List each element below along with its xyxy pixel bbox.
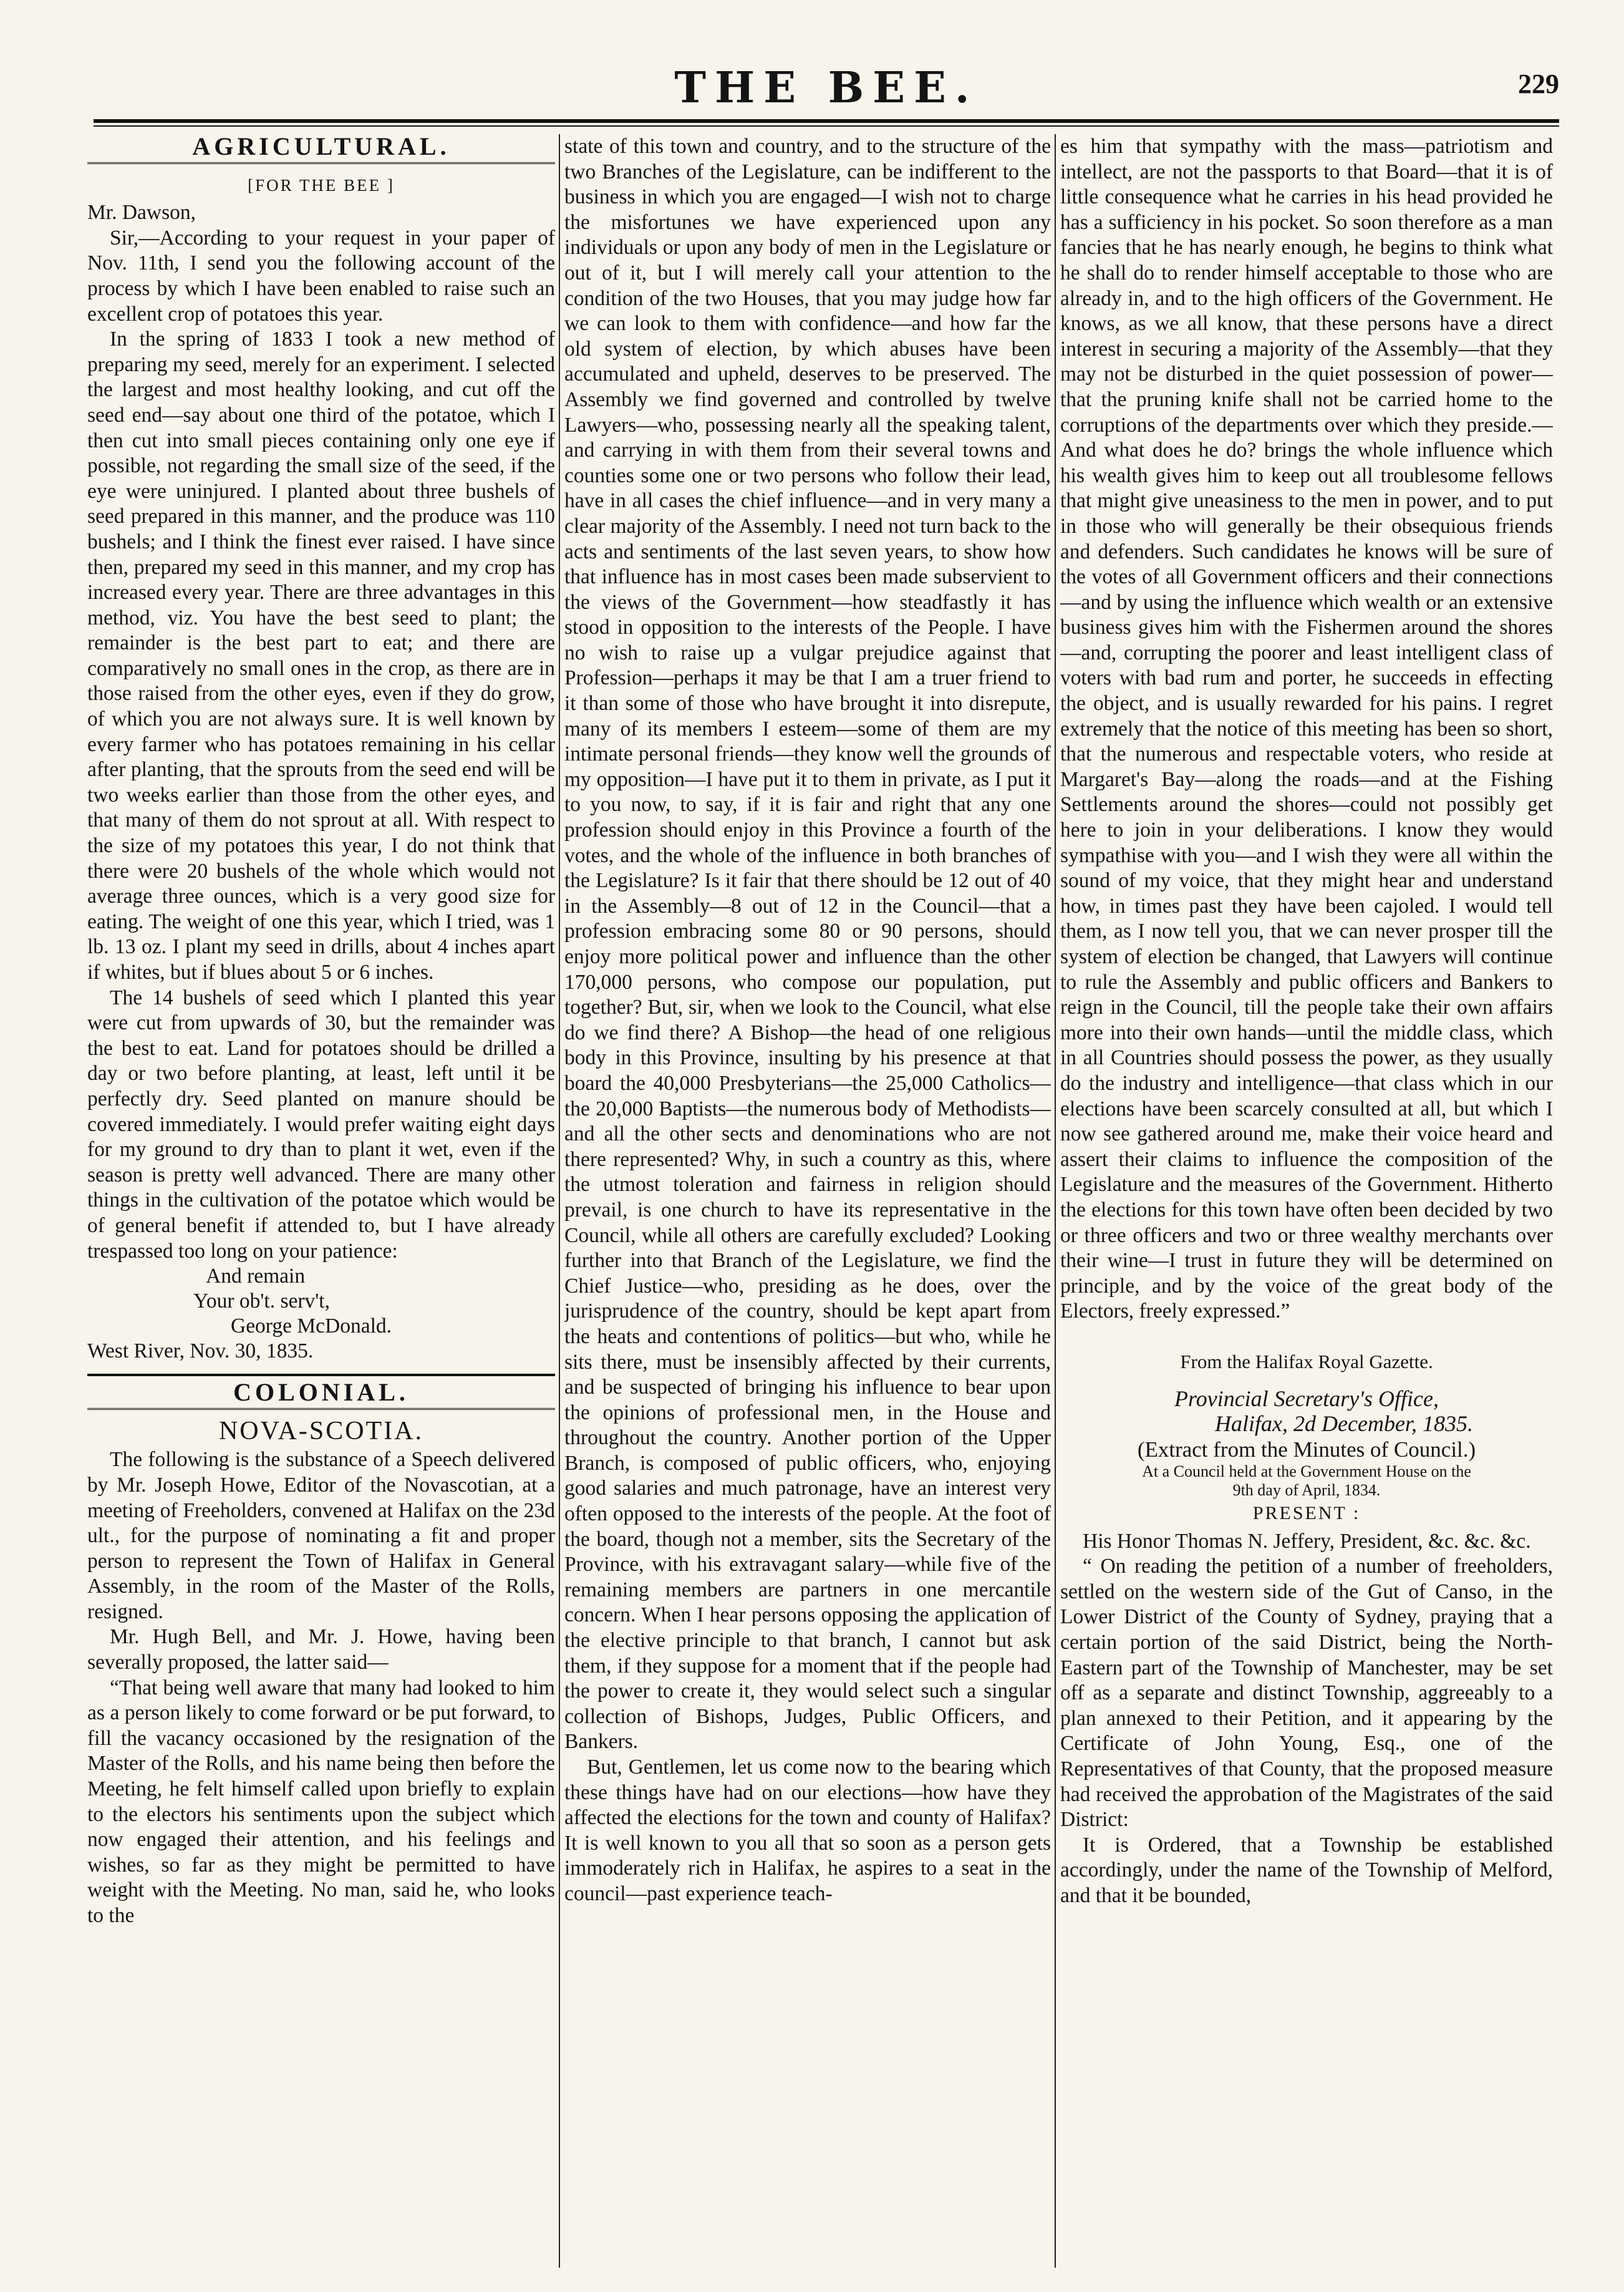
for-the-bee-note: [FOR THE BEE ] — [248, 175, 395, 195]
article-paragraph: The following is the substance of a Speech delivered by Mr. Joseph Howe, Editor of the Novascotian, at a meeting of Freeholders, convened at Halifax on the 23d ult., for the purpose of nominating a fit and proper person to represent the Town of Halifax in General Assembly, in the room of the Master of the Rolls, resigned. — [87, 1448, 555, 1623]
column-1 — [87, 134, 555, 2268]
article-paragraph: But, Gentlemen, let us come now to the bearing which these things have had on our elections—how have they affected the elections for the town and county of Halifax? It is well known to you all that so soon as a person gets immoderately rich in Halifax, he aspires to a seat in the council—past experience teach- — [564, 1755, 1051, 1905]
article-paragraph: es him that sympathy with the mass—patriotism and intellect, are not the passports to that Board—that it is of little consequence what he carries in his head provided he has a sufficiency in his pocket. So soon therefore as a man fancies that he has nearly enough, he begins to think what he shall do to render himself acceptable to those who are already in, and to the high officers of the Government. He knows, as we all know, that these persons have a direct interest in securing a majority of the Assembly—that they may not be disturbed in the quiet possession of power—that the pruning knife shall not be carried home to the corruptions of the departments over which they preside.—And what does he do? brings the whole influence which his wealth gives him to keep out all troublesome fellows that might give uneasiness to the men in power, and to put in those who will generally be their obsequious friends and defenders. Such candidates he knows will be sure of the votes of all Government officers and their connections—and by using the influence which wealth or an extensive business gives him with the Fishermen around the shores—and, corrupting the poorer and least intelligent class of voters with bad rum and porter, he succeeds in effecting the object, and is usually rewarded for his pains. I regret extremely that the notice of this meeting has been so short, that the numerous and respectable voters, who reside at Margaret's Bay—along the roads—and at the Fishing Settlements around the shores—could not possibly get here to join in your deliberations. I know they would sympathise with you—and I wish they were all within the sound of my voice, that they might hear and understand how, in times past they have been cajoled. I would tell them, as I now tell you, that we can never prosper till the system of election be changed, that Lawyers will continue to rule the Assembly and public officers and Bankers to reign in the Council, till the people take their own affairs more into their own hands—until the middle class, which in all Countries should possess the power, as they usually do the industry and intelligence—that class which in our elections have been scarcely consulted at all, but which I now see gathered around me, make their voice heard and assert their claims to influence the composition of the Legislature and the measures of the Government. Hitherto the elections for this town have often been decided by two or three officers and two or three wealthy merchants over their wine—I trust in future they will be determined on principle, and by the voice of the great body of the Electors, freely expressed.” — [1060, 135, 1553, 1323]
column-2 — [564, 134, 1051, 2268]
section-heading-agricultural: AGRICULTURAL. — [87, 134, 555, 164]
letter-paragraph: The 14 bushels of seed which I planted this year were cut from upwards of 30, but the remainder was the best to eat. Land for potatoes should be drilled a day or two before planting, at least, left until it be perfectly dry. Seed planted on manure should be covered immediately. I would prefer waiting eight days for my ground to dry than to plant it wet, even if the season is pretty well advanced. There are many other things in the cultivation of the potatoe which would be of general benefit if attended to, but I have already trespassed too long on your patience: — [87, 986, 555, 1263]
dateline: West River, Nov. 30, 1835. — [87, 1339, 314, 1363]
letter-signoff — [87, 1264, 555, 1364]
masthead-rule — [94, 119, 1559, 123]
article-paragraph: state of this town and country, and to the structure of the two Branches of the Legislature, can be indifferent to the business in which you are engaged—I wish not to charge the misfortunes we have experienced upon any individuals or upon any body of men in the Legislature or out of it, but I will merely call your attention to the condition of the two Houses, that you may judge how far we can look to them with confidence—and how far the old system of election, by which abuses have been accumulated and upheld, deserves to be preserved. The Assembly we find governed and controlled by twelve Lawyers—who, possessing nearly all the speaking talent, and carrying in with them from their several towns and counties some one or two persons who follow their lead, have in all cases the chief influence—and in very many a clear majority of the Assembly. I need not turn back to the acts and sentiments of the last seven years, to show how that influence has in most cases been made subservient to the views of the Government—how steadfastly it has stood in opposition to the interests of the People. I have no wish to raise up a vulgar prejudice against that Profession—perhaps it may be that I am a truer friend to it than some of those who have brought it into disrepute, many of its members I esteem—some of them are my intimate personal friends—they know well the grounds of my opposition—I have put it to them in private, as I put it to you now, to say, if it is fair and right that any one profession should enjoy in this Province a fourth of the votes, and the whole of the influence in both branches of the Legislature? Is it fair that there should be 12 out of 40 in the Assembly—8 out of 12 in the Council—that a profession embracing some 80 or 90 persons, should enjoy more political power and influence than the other 170,000 persons, who compose our population, put together? But, sir, when we look to the Council, what else do we find there? A Bishop—the head of one religious body in this Province, insulting by his presence at that board the 40,000 Presbyterians—the 25,000 Catholics—the 20,000 Baptists—the numerous body of Methodists—and all the other sects and denominations who are not there represented? Why, in such a country as this, where the utmost toleration and fairness in religion should prevail, is one church to have its representative in the Council, while all others are carefully excluded? Looking further into that Branch of the Legislature, we find the Chief Justice—who, presiding as he does, over the jurisprudence of the country, should be kept apart from the heats and contentions of politics—but who, while he sits there, must be insensibly affected by their currents, and be suspected of bringing his influence to bear upon the opinions of professional men, in the House and throughout the country. Another portion of the Upper Branch, is composed of public officers, who, enjoying good salaries and much patronage, have an interest very often opposed to the interests of the people. At the foot of the board, though not a member, sits the Secretary of the Province, with his extravagant salary—while five of the remaining members are partners in one mercantile concern. When I hear persons opposing the application of the elective principle to that branch, I cannot but ask them, if they suppose for a moment that if the people had the power to create it, they would select such a singular collection of Bishops, Judges, Public Officers, and Bankers. — [564, 135, 1051, 1754]
council-line: At a Council held at the Government House on the — [1142, 1462, 1471, 1481]
article-paragraph: Mr. Hugh Bell, and Mr. J. Howe, having been severally proposed, the latter said— — [87, 1625, 555, 1674]
notice-paragraph: It is Ordered, that a Township be established accordingly, under the name of the Township of Melford, and that it be bounded, — [1060, 1833, 1553, 1907]
present-label: PRESENT : — [1252, 1503, 1361, 1524]
column-divider — [559, 134, 560, 2268]
source-line: From the Halifax Royal Gazette. — [1180, 1350, 1433, 1372]
newspaper-title: THE BEE. — [674, 63, 979, 113]
masthead-rule-thin — [94, 125, 1559, 127]
signoff-line: And remain — [206, 1265, 306, 1288]
column-divider — [1055, 134, 1056, 2268]
page-number: 229 — [1518, 69, 1559, 99]
council-date-line: 9th day of April, 1834. — [1232, 1481, 1381, 1500]
letter-paragraph: Sir,—According to your request in your paper of Nov. 11th, I send you the following account of the process by which I have been enabled to raise such an excellent crop of potatoes this year. — [87, 226, 555, 326]
column-3 — [1060, 134, 1553, 2268]
office-date-line: Halifax, 2d December, 1835. — [1215, 1411, 1473, 1436]
office-line: Provincial Secretary's Office, — [1174, 1386, 1439, 1411]
subheading-nova-scotia: NOVA-SCOTIA. — [218, 1416, 424, 1445]
salutation: Mr. Dawson, — [87, 201, 196, 225]
article-paragraph: “That being well aware that many had looked to him as a person likely to come forward or be put forward, to fill the vacancy occasioned by the resignation of the Master of the Rolls, and his name being then before the Meeting, he felt himself called upon briefly to explain to the electors his sentiments upon the subject which now engaged their attention, and his feelings and wishes, so far as they might be permitted to have weight with the Meeting. No man, said he, who looks to the — [87, 1676, 555, 1927]
masthead — [94, 59, 1559, 128]
extract-line: (Extract from the Minutes of Council.) — [1137, 1437, 1476, 1462]
letter-paragraph: In the spring of 1833 I took a new method of preparing my seed, merely for an experiment. I selected the largest and most healthy looking, and cut off the seed end—say about one third of the potatoe, which I then cut into small pieces containing only one eye if possible, not regarding the small size of the seed, if the eye were uninjured. I planted about three bushels of seed prepared in this manner, and the produce was 110 bushels; and I think the finest ever raised. I have since then, prepared my seed in this manner, and my crop has increased every year. There are three advantages in this method, viz. You have the best seed to plant; the remainder is the best part to eat; and there are comparatively no small ones in the crop, as there are in those raised from the other eyes, even if they do grow, of which you are not always sure. It is well known by every farmer who has potatoes remaining in his cellar after planting, that the sprouts from the seed end will be two weeks earlier than those from the other eyes, and that many of them do not sprout at all. With respect to the size of my potatoes this year, I do not think that there were 20 bushels of the whole which would not average three ounces, which is a very good size for eating. The weight of one this year, which I tried, was 1 lb. 13 oz. I plant my seed in drills, about 4 inches apart if whites, but if blues about 5 or 6 inches. — [87, 328, 555, 984]
signature: George McDonald. — [231, 1314, 392, 1338]
notice-paragraph: “ On reading the petition of a number of freeholders, settled on the western side of the Gut of Canso, in the Lower District of the County of Sydney, praying that a certain portion of the said District, being the North-Eastern part of the Township of Manchester, may be set off as a separate and distinct Township, aggreeably to a plan annexed to their Petition, and it appearing by the Certificate of John Young, Esq., one of the Representatives of that County, that the proposed measure had received the approbation of the Magistrates of the said District: — [1060, 1555, 1553, 1832]
section-heading-colonial: COLONIAL. — [87, 1374, 555, 1410]
signoff-line: Your ob't. serv't, — [193, 1289, 330, 1313]
notice-paragraph: His Honor Thomas N. Jeffery, President, &c. &c. &c. — [1083, 1529, 1531, 1553]
